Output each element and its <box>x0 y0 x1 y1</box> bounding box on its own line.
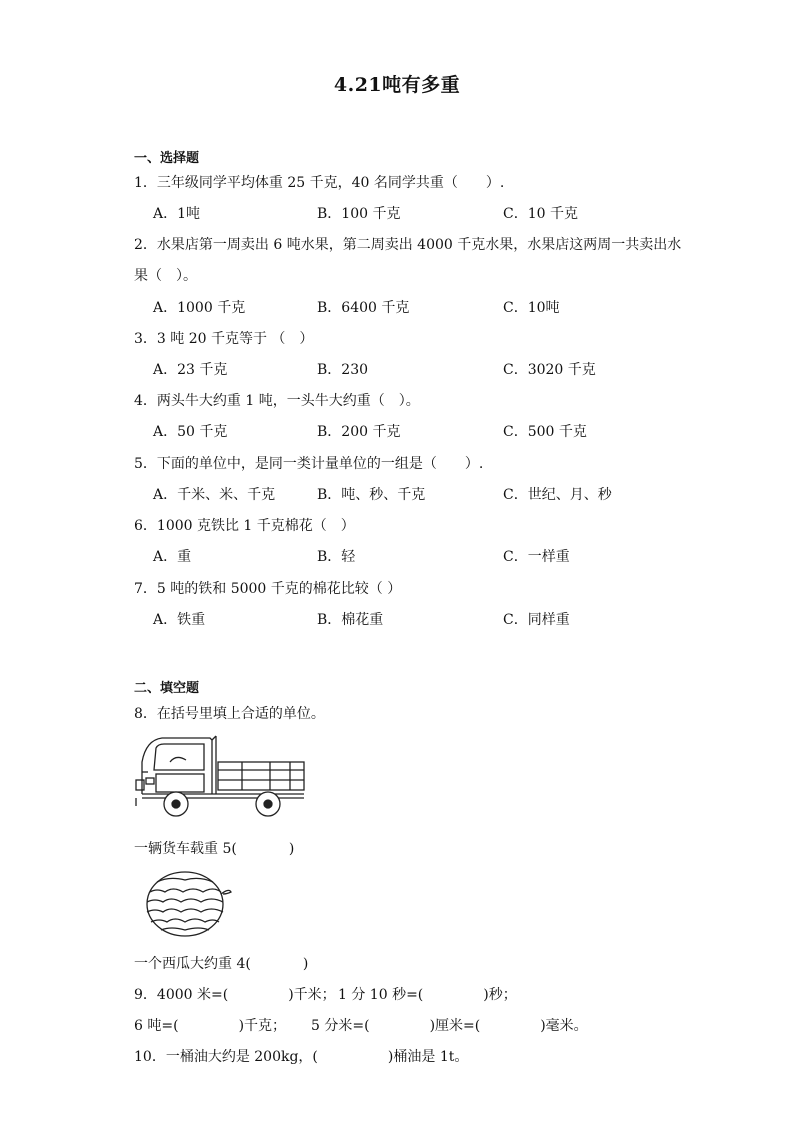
question-4: 4．两头牛大约重 1 吨，一头牛大约重（ ）。 <box>134 393 420 409</box>
question-9-line-2 <box>134 1015 286 1035</box>
q9-part-c-unit: )千克； <box>238 1018 287 1034</box>
q1-option-c: C．10 千克 <box>503 206 578 222</box>
watermelon-image <box>143 868 235 940</box>
q9-part-d-mid: )厘米=( <box>429 1018 481 1034</box>
q2-option-a: A．1000 千克 <box>153 300 246 316</box>
melon-question-text: 一个西瓜大约重 4( <box>134 956 251 972</box>
q9-part-a-unit: )千米； <box>288 987 336 1003</box>
q9-part-b-unit: )秒； <box>483 987 517 1003</box>
q9-part-b: 1 分 10 秒=( <box>338 987 424 1003</box>
question-10 <box>134 1046 468 1066</box>
q4-option-b: B．200 千克 <box>317 424 401 440</box>
q9-part-a: 9．4000 米=( <box>134 987 229 1003</box>
question-9-line-1 <box>134 984 336 1004</box>
section-heading-choice: 一、选择题 <box>134 151 200 166</box>
question-2-line-1: 2．水果店第一周卖出 6 吨水果，第二周卖出 4000 千克水果，水果店这两周一共卖出水 <box>134 237 682 253</box>
section-heading-fill: 二、填空题 <box>134 681 200 696</box>
question-7: 7．5 吨的铁和 5000 千克的棉花比较（ ） <box>134 581 402 597</box>
question-2-line-2: 果（ ）。 <box>134 268 197 284</box>
q9-part-c: 6 吨=( <box>134 1018 179 1034</box>
q4-option-c: C．500 千克 <box>503 424 587 440</box>
question-9-line-1b <box>338 984 517 1004</box>
truck-question-close: ) <box>288 841 295 857</box>
q3-option-a: A．23 千克 <box>153 362 228 378</box>
q5-option-c: C．世纪、月、秒 <box>503 487 612 503</box>
q6-option-a: A．重 <box>153 549 192 565</box>
q3-option-c: C．3020 千克 <box>503 362 596 378</box>
q3-option-b: B．230 <box>317 362 369 378</box>
q6-option-c: C．一样重 <box>503 549 570 565</box>
question-9-line-2b <box>311 1015 588 1035</box>
truck-question <box>134 838 294 858</box>
question-1: 1．三年级同学平均体重 25 千克，40 名同学共重（ ）. <box>134 175 505 191</box>
question-8: 8．在括号里填上合适的单位。 <box>134 706 325 722</box>
q7-option-a: A．铁重 <box>153 612 206 628</box>
q7-option-c: C．同样重 <box>503 612 570 628</box>
truck-image <box>132 732 308 824</box>
truck-question-text: 一辆货车载重 5( <box>134 841 237 857</box>
melon-question-close: ) <box>302 956 309 972</box>
q2-option-c: C．10吨 <box>503 300 560 316</box>
q5-option-b: B．吨、秒、千克 <box>317 487 426 503</box>
melon-question <box>134 953 308 973</box>
q5-option-a: A．千米、米、千克 <box>153 487 276 503</box>
q2-option-b: B．6400 千克 <box>317 300 410 316</box>
q10-tail: )桶油是 1t。 <box>387 1049 469 1065</box>
q9-part-d: 5 分米=( <box>311 1018 370 1034</box>
q9-part-d-unit: )毫米。 <box>540 1018 588 1034</box>
q4-option-a: A．50 千克 <box>153 424 228 440</box>
question-6: 6．1000 克铁比 1 千克棉花（ ） <box>134 518 355 534</box>
q7-option-b: B．棉花重 <box>317 612 384 628</box>
page-title: 4.21吨有多重 <box>333 74 461 96</box>
question-3: 3．3 吨 20 千克等于 （ ） <box>134 331 314 347</box>
q1-option-b: B．100 千克 <box>317 206 401 222</box>
q6-option-b: B．轻 <box>317 549 356 565</box>
q10-text: 10．一桶油大约是 200kg，( <box>134 1049 318 1065</box>
q1-option-a: A．1吨 <box>153 206 201 222</box>
question-5: 5．下面的单位中，是同一类计量单位的一组是（ ）. <box>134 456 484 472</box>
